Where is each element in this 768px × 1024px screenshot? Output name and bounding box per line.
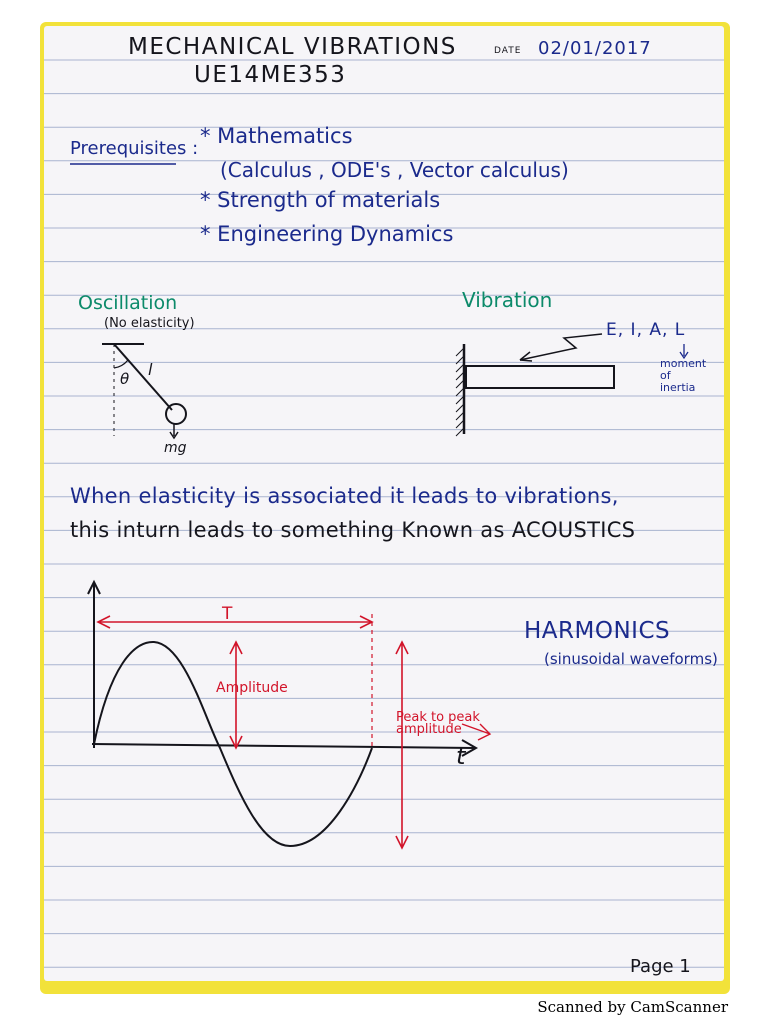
scanner-watermark: Scanned by CamScanner	[537, 998, 728, 1016]
moment-arrow	[680, 344, 688, 358]
weight-label: mg	[164, 440, 187, 456]
prerequisite-item: * Mathematics	[200, 124, 353, 148]
date-label: DATE	[494, 46, 522, 56]
prerequisite-item: * Strength of materials	[200, 188, 441, 212]
course-code: UE14ME353	[194, 62, 347, 88]
lightning-arrow	[520, 334, 602, 360]
title: MECHANICAL VIBRATIONS	[128, 34, 457, 60]
vibration-title: Vibration	[462, 288, 553, 312]
pendulum-diagram	[102, 344, 186, 438]
prerequisites-label: Prerequisites :	[70, 138, 199, 159]
peak-to-peak-label: Peak to peak amplitude	[396, 710, 480, 737]
prerequisite-item: * Engineering Dynamics	[200, 222, 454, 246]
date-value: 02/01/2017	[538, 38, 652, 59]
pendulum-bob	[166, 404, 186, 424]
page-number: Page 1	[630, 956, 691, 977]
scanner-footer	[0, 996, 768, 1024]
beam	[466, 366, 614, 388]
statement-line: this inturn leads to something Known as ACOUSTICS	[70, 518, 636, 542]
moment-of-inertia-note: moment of inertia	[660, 357, 707, 394]
cantilever-diagram	[456, 334, 688, 436]
theta-label: θ	[120, 370, 130, 388]
weight-arrow	[170, 424, 178, 438]
period-label: T	[222, 604, 233, 624]
peak-to-peak-dimension	[396, 642, 408, 848]
notebook-page	[44, 26, 724, 981]
oscillation-note: (No elasticity)	[104, 316, 195, 331]
harmonics-title: HARMONICS	[524, 618, 671, 644]
length-label: l	[148, 360, 153, 379]
amplitude-label: Amplitude	[216, 680, 288, 696]
beam-parameters: E, I, A, L	[606, 320, 686, 340]
theta-arc	[114, 360, 128, 368]
statement-line: When elasticity is associated it leads to vibrations,	[70, 484, 619, 508]
oscillation-title: Oscillation	[78, 292, 178, 314]
time-axis	[92, 740, 476, 756]
harmonics-subtitle: (sinusoidal waveforms)	[544, 650, 718, 668]
time-axis-label: t	[456, 742, 466, 770]
prerequisite-subitem: (Calculus , ODE's , Vector calculus)	[220, 158, 569, 182]
